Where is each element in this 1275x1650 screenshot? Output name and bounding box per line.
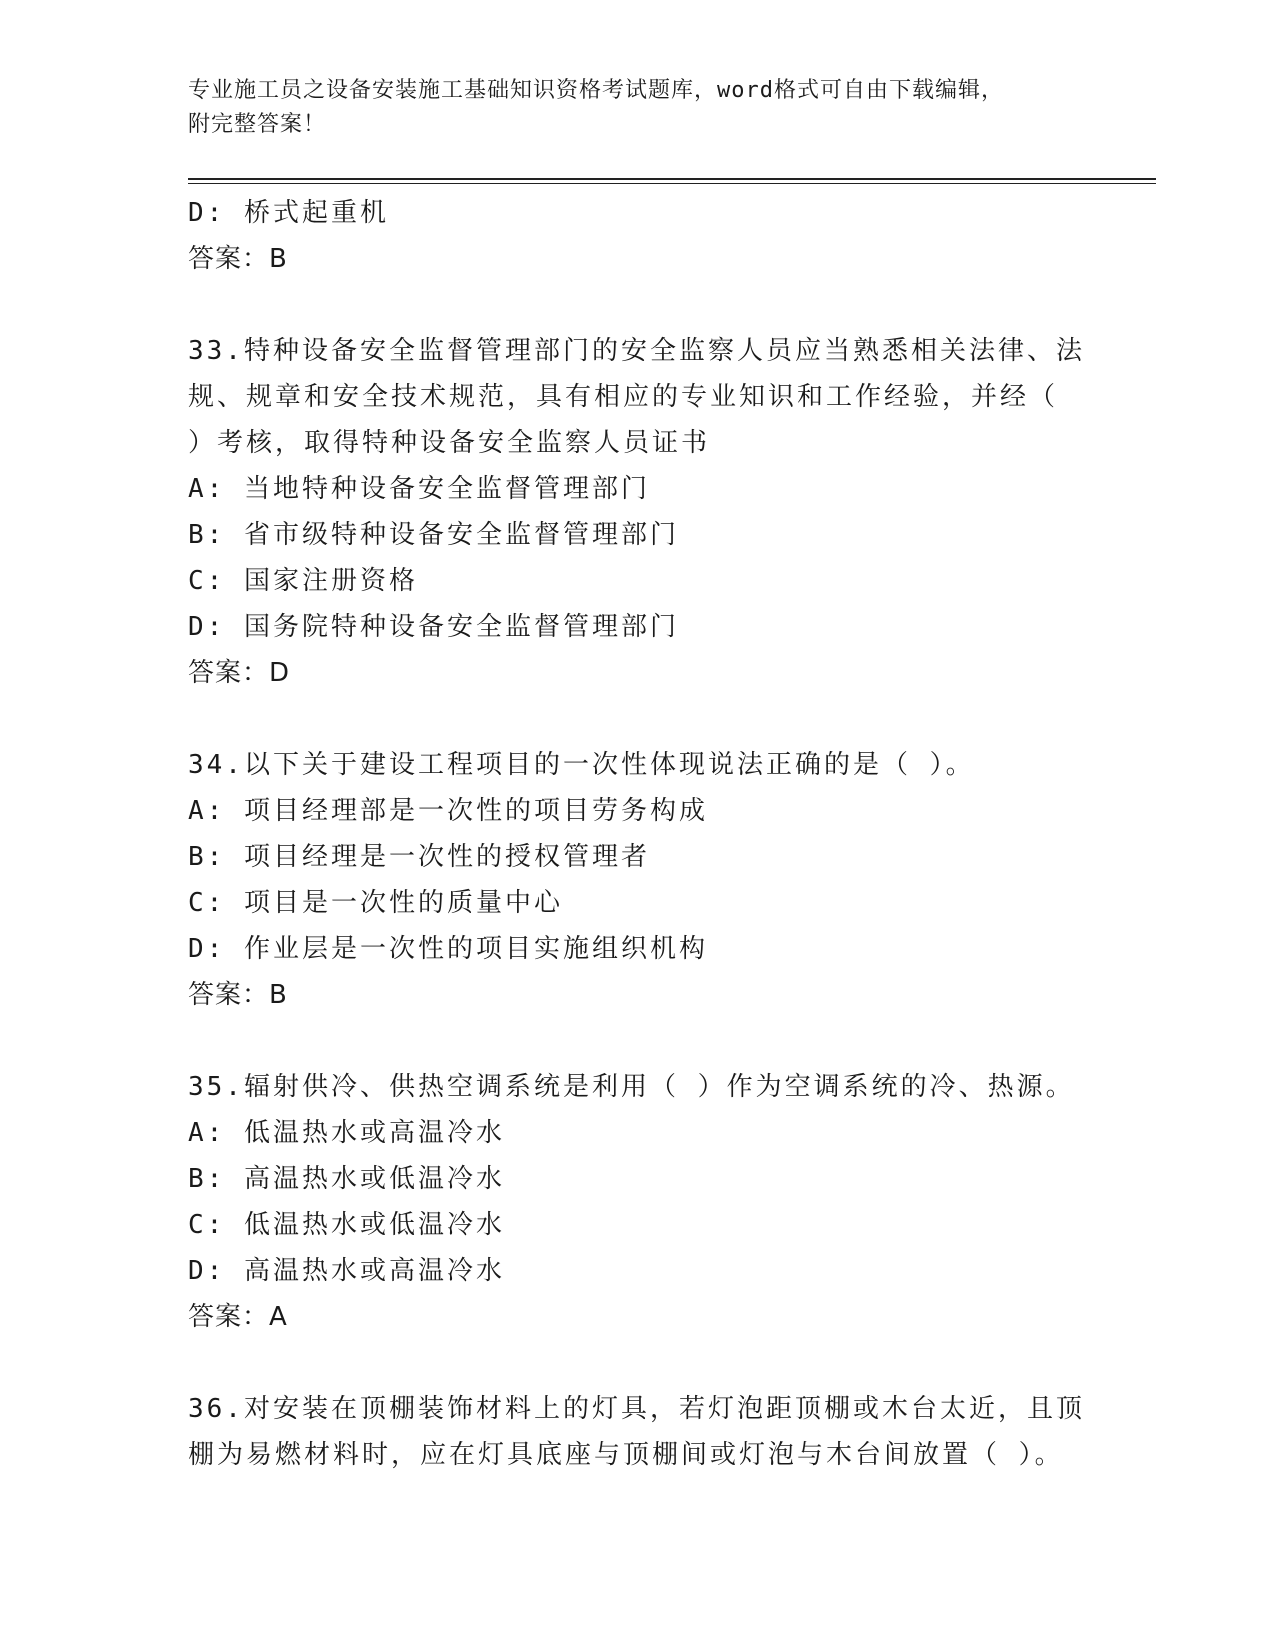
question-stem-line: 33.特种设备安全监督管理部门的安全监察人员应当熟悉相关法律、法	[188, 336, 1085, 366]
option-d: D: 作业层是一次性的项目实施组织机构	[188, 934, 708, 964]
answer: 答案：D	[188, 658, 291, 688]
option-a: A: 低温热水或高温冷水	[188, 1118, 505, 1148]
option-b: B: 高温热水或低温冷水	[188, 1164, 505, 1194]
option-c: C: 项目是一次性的质量中心	[188, 888, 563, 918]
question-34	[188, 742, 1088, 1018]
spacer	[188, 282, 1088, 328]
question-stem-line: 34.以下关于建设工程项目的一次性体现说法正确的是（ ）。	[188, 750, 975, 780]
option-a: A: 项目经理部是一次性的项目劳务构成	[188, 796, 708, 826]
header-rule-thin	[188, 183, 1156, 184]
answer: 答案：B	[188, 980, 288, 1010]
prev-option-d: D: 桥式起重机	[188, 198, 389, 228]
option-b: B: 项目经理是一次性的授权管理者	[188, 842, 650, 872]
question-stem-line: 35.辐射供冷、供热空调系统是利用（ ）作为空调系统的冷、热源。	[188, 1072, 1075, 1102]
option-c: C: 低温热水或低温冷水	[188, 1210, 505, 1240]
spacer	[188, 1340, 1088, 1386]
question-33	[188, 328, 1088, 696]
prev-answer: 答案：B	[188, 244, 288, 274]
question-content	[188, 190, 1088, 1478]
option-a: A: 当地特种设备安全监督管理部门	[188, 474, 650, 504]
question-35	[188, 1064, 1088, 1340]
header-line-2: 附完整答案！	[188, 112, 327, 137]
question-36	[188, 1386, 1088, 1478]
option-d: D: 高温热水或高温冷水	[188, 1256, 505, 1286]
question-stem-line: 规、规章和安全技术规范，具有相应的专业知识和工作经验，并经（	[188, 382, 1059, 412]
header-line-1: 专业施工员之设备安装施工基础知识资格考试题库，word格式可自由下载编辑，	[188, 78, 1004, 103]
question-stem-line: ）考核，取得特种设备安全监察人员证书	[188, 428, 711, 458]
question-stem-line: 36.对安装在顶棚装饰材料上的灯具，若灯泡距顶棚或木台太近，且顶	[188, 1394, 1085, 1424]
spacer	[188, 696, 1088, 742]
spacer	[188, 1018, 1088, 1064]
option-d: D: 国务院特种设备安全监督管理部门	[188, 612, 679, 642]
document-header	[188, 74, 1088, 142]
answer: 答案：A	[188, 1302, 288, 1332]
option-b: B: 省市级特种设备安全监督管理部门	[188, 520, 679, 550]
header-rule-thick	[188, 178, 1156, 180]
question-stem-line: 棚为易燃材料时，应在灯具底座与顶棚间或灯泡与木台间放置（ ）。	[188, 1440, 1064, 1470]
option-c: C: 国家注册资格	[188, 566, 418, 596]
